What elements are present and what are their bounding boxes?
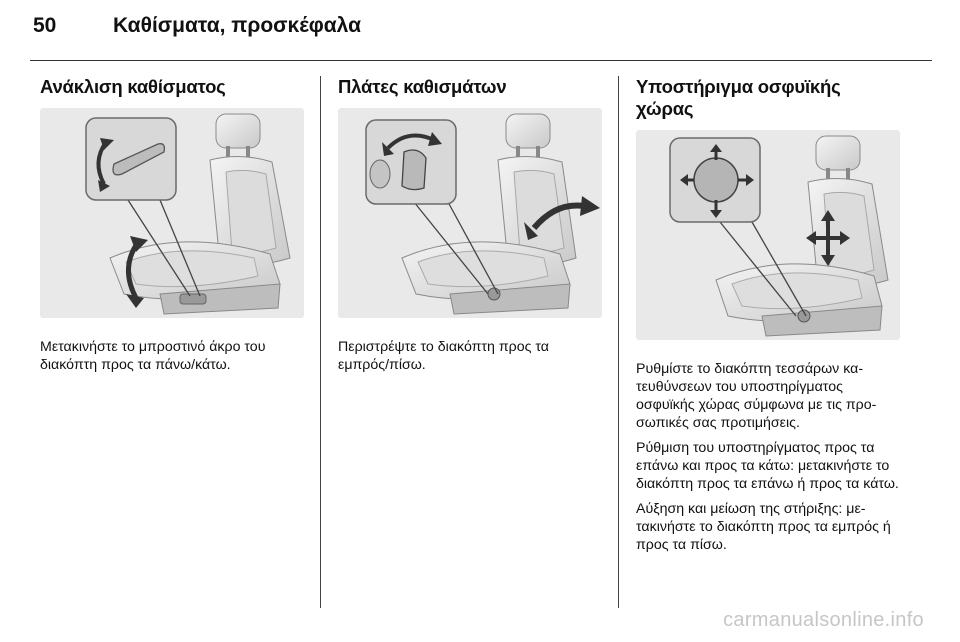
section-text: Μετακινήστε το μπροστινό άκρο του διακόπτη προς τα πάνω/κάτω. bbox=[40, 339, 266, 373]
column-divider bbox=[618, 76, 619, 608]
seat-tilt-illustration bbox=[40, 108, 304, 318]
header-divider bbox=[30, 60, 932, 61]
section-text: Ρυθμίστε το διακόπτη τεσσάρων κα-τευθύνσεων του υποστηρίγματος οσφυϊκής χώρας σύμφωνα με τις προ-σωπικές σας προτιμήσεις. bbox=[636, 361, 877, 431]
page-number: 50 bbox=[33, 14, 57, 37]
section-text: Περιστρέψτε το διακόπτη προς τα εμπρός/πίσω. bbox=[338, 339, 549, 373]
section-heading: Πλάτες καθισμάτων bbox=[338, 76, 507, 97]
section-seat-tilt bbox=[40, 76, 304, 381]
lumbar-support-illustration bbox=[636, 130, 900, 340]
watermark: carmanualsonline.info bbox=[723, 609, 924, 631]
section-heading: Ανάκλιση καθίσματος bbox=[40, 76, 226, 97]
section-text: Ρύθμιση του υποστηρίγματος προς τα επάνω και προς τα κάτω: μετακινήστε το διακόπτη προς τα επάνω ή προς τα κάτω. bbox=[636, 440, 899, 492]
section-lumbar-support bbox=[636, 76, 900, 561]
section-text: Αύξηση και μείωση της στήριξης: με-τακινήστε το διακόπτη προς τα εμπρός ή προς τα πίσω. bbox=[636, 501, 891, 553]
backrest-illustration bbox=[338, 108, 602, 318]
section-backrests bbox=[338, 76, 602, 381]
page-title: Καθίσματα, προσκέφαλα bbox=[113, 14, 361, 37]
section-heading: Υποστήριγμα οσφυϊκής χώρας bbox=[636, 76, 841, 119]
column-divider bbox=[320, 76, 321, 608]
